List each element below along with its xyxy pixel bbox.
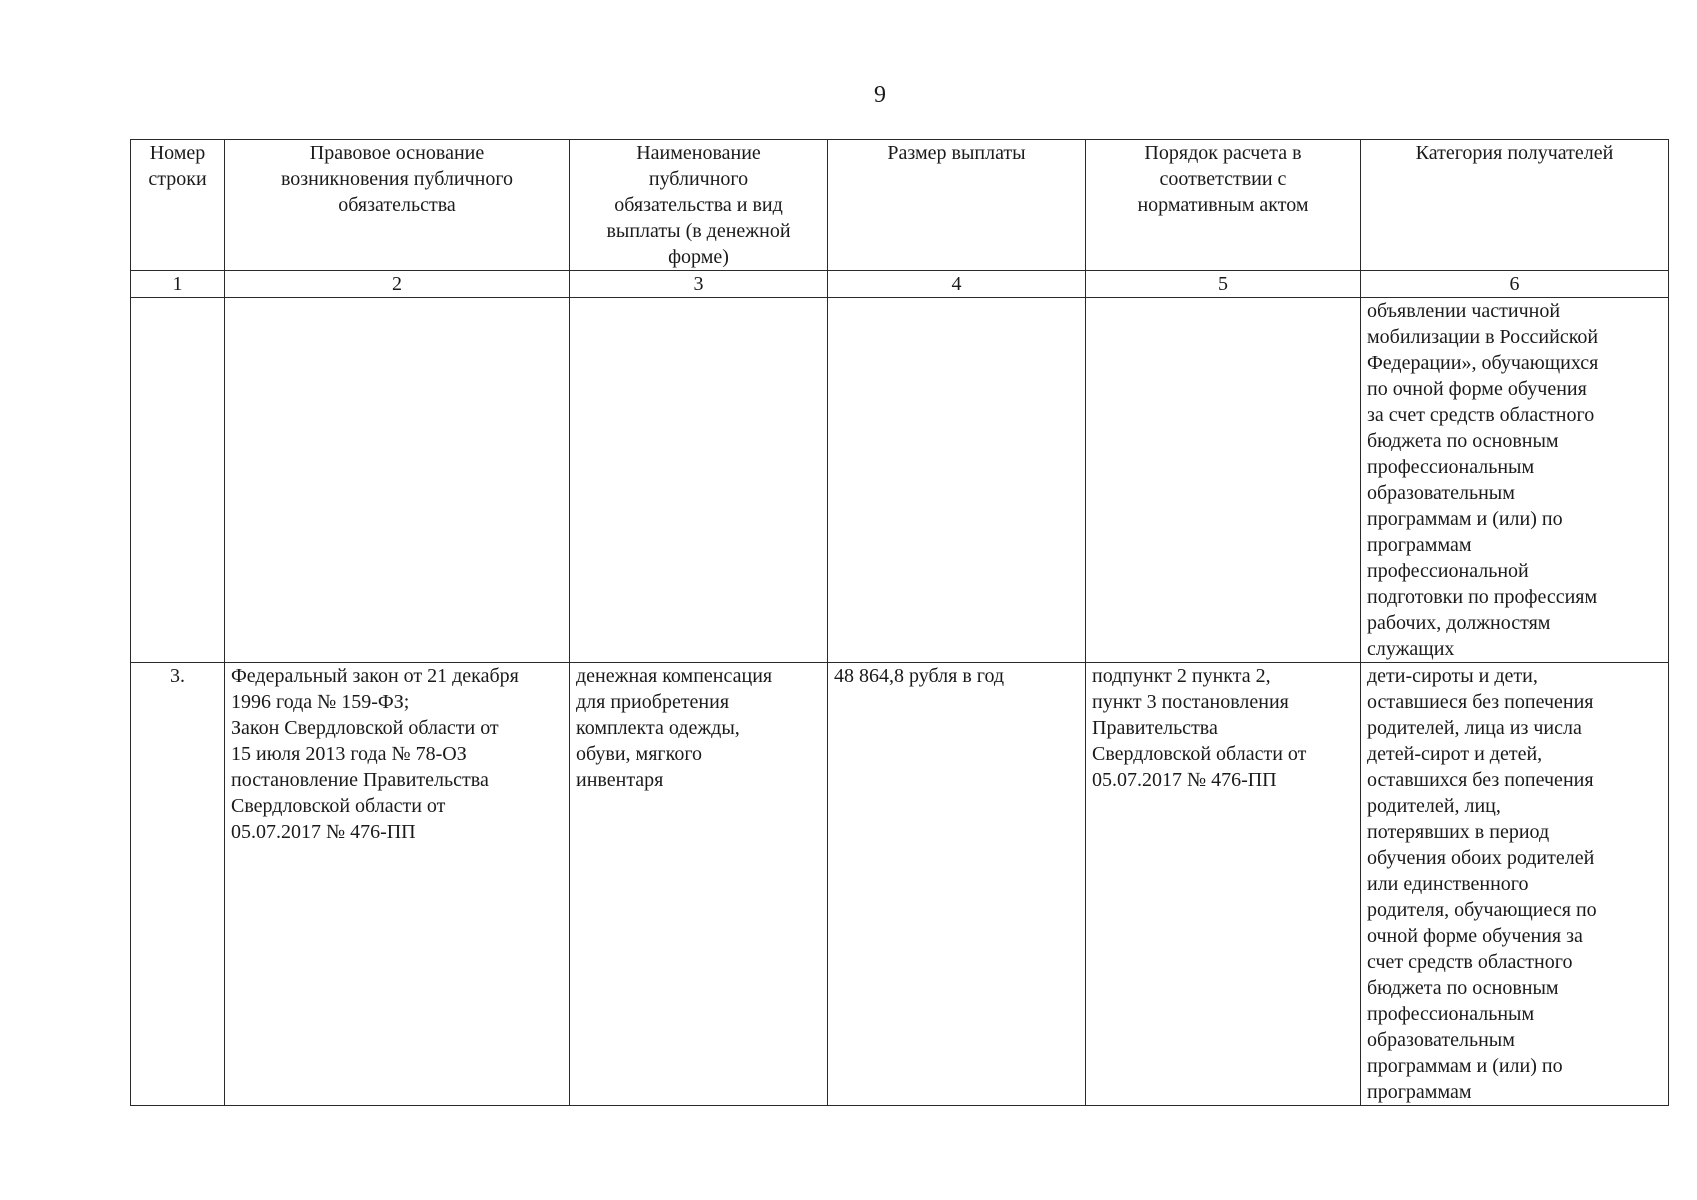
column-number: 5 xyxy=(1086,271,1361,298)
text-line: для приобретения xyxy=(576,691,730,713)
text-line: или единственного xyxy=(1367,873,1529,895)
text-line: инвентаря xyxy=(576,769,664,791)
page-number: 9 xyxy=(874,82,886,108)
continued-recipient-category xyxy=(1361,298,1669,663)
text-line: родителя, обучающиеся по xyxy=(1367,899,1597,921)
empty-cell xyxy=(1086,298,1361,663)
text-line: по очной форме обучения xyxy=(1367,378,1587,400)
column-number: 6 xyxy=(1361,271,1669,298)
text-line: родителей, лиц, xyxy=(1367,795,1501,817)
text-line: обязательства и вид xyxy=(614,194,783,216)
text-line: профессиональным xyxy=(1367,456,1535,478)
empty-cell xyxy=(828,298,1086,663)
text-line: служащих xyxy=(1367,638,1455,660)
header-obligation-name xyxy=(570,140,828,271)
text-line: соответствии с xyxy=(1159,168,1287,190)
empty-cell xyxy=(570,298,828,663)
column-number: 4 xyxy=(828,271,1086,298)
row-number: 3. xyxy=(131,663,225,1106)
recipient-category-cell xyxy=(1361,663,1669,1106)
text-line: бюджета по основным xyxy=(1367,977,1559,999)
header-row-number xyxy=(131,140,225,271)
text-line: образовательным xyxy=(1367,1029,1515,1051)
text-line: 15 июля 2013 года № 78-ОЗ xyxy=(231,743,467,765)
continuation-row xyxy=(131,298,1669,663)
text-line: выплаты (в денежной xyxy=(606,220,791,242)
table-row-3 xyxy=(131,663,1669,1106)
column-number: 1 xyxy=(131,271,225,298)
text-line: мобилизации в Российской xyxy=(1367,326,1599,348)
empty-cell xyxy=(131,298,225,663)
text-line: родителей, лица из числа xyxy=(1367,717,1582,739)
text-line: постановление Правительства xyxy=(231,769,489,791)
text-line: пункт 3 постановления xyxy=(1092,691,1289,713)
text-line: профессиональным xyxy=(1367,1003,1535,1025)
text-line: подпункт 2 пункта 2, xyxy=(1092,665,1271,687)
text-line: Правовое основание xyxy=(309,142,485,164)
text-line: публичного xyxy=(648,168,749,190)
text-line: Закон Свердловской области от xyxy=(231,717,499,739)
text-line: строки xyxy=(148,168,207,190)
text-line: обязательства xyxy=(338,194,456,216)
text-line: возникновения публичного xyxy=(280,168,514,190)
text-line: оставшихся без попечения xyxy=(1367,769,1594,791)
text-line: Федерации», обучающихся xyxy=(1367,352,1599,374)
header-calculation-order xyxy=(1086,140,1361,271)
text-line: дети-сироты и дети, xyxy=(1367,665,1538,687)
text-line: Наименование xyxy=(636,142,761,164)
text-line: бюджета по основным xyxy=(1367,430,1559,452)
text-line: нормативным актом xyxy=(1137,194,1309,216)
text-line: денежная компенсация xyxy=(576,665,773,687)
calculation-order-cell xyxy=(1086,663,1361,1106)
text-line: объявлении частичной xyxy=(1367,300,1561,322)
text-line: Номер xyxy=(149,142,206,164)
text-line: 05.07.2017 № 476-ПП xyxy=(1092,769,1277,791)
column-number: 2 xyxy=(225,271,570,298)
text-line: Свердловской области от xyxy=(231,795,446,817)
text-line: рабочих, должностям xyxy=(1367,612,1551,634)
text-line: программам и (или) по xyxy=(1367,508,1563,530)
text-line: программам xyxy=(1367,534,1472,556)
text-line: обуви, мягкого xyxy=(576,743,703,765)
empty-cell xyxy=(225,298,570,663)
text-line: образовательным xyxy=(1367,482,1515,504)
header-legal-basis xyxy=(225,140,570,271)
column-number: 3 xyxy=(570,271,828,298)
text-line: программам xyxy=(1367,1081,1472,1103)
text-line: комплекта одежды, xyxy=(576,717,740,739)
column-number-row xyxy=(131,271,1669,298)
text-line: Размер выплаты xyxy=(887,142,1026,164)
header-payment-amount xyxy=(828,140,1086,271)
text-line: 1996 года № 159-ФЗ; xyxy=(231,691,410,713)
text-line: Порядок расчета в xyxy=(1144,142,1302,164)
text-line: очной форме обучения за xyxy=(1367,925,1583,947)
payment-amount-cell: 48 864,8 рубля в год xyxy=(828,663,1086,1106)
header-row xyxy=(131,140,1669,271)
text-line: оставшиеся без попечения xyxy=(1367,691,1594,713)
text-line: за счет средств областного xyxy=(1367,404,1595,426)
public-obligations-table xyxy=(130,139,1669,1106)
text-line: Категория получателей xyxy=(1415,142,1614,164)
text-line: программам и (или) по xyxy=(1367,1055,1563,1077)
text-line: потерявших в период xyxy=(1367,821,1550,843)
text-line: Федеральный закон от 21 декабря xyxy=(231,665,519,687)
text-line: профессиональной xyxy=(1367,560,1529,582)
text-line: счет средств областного xyxy=(1367,951,1573,973)
legal-basis-cell xyxy=(225,663,570,1106)
text-line: детей-сирот и детей, xyxy=(1367,743,1543,765)
text-line: Правительства xyxy=(1092,717,1218,739)
text-line: 05.07.2017 № 476-ПП xyxy=(231,821,416,843)
header-recipient-category xyxy=(1361,140,1669,271)
text-line: подготовки по профессиям xyxy=(1367,586,1598,608)
text-line: Свердловской области от xyxy=(1092,743,1307,765)
text-line: обучения обоих родителей xyxy=(1367,847,1595,869)
text-line: форме) xyxy=(668,246,729,268)
obligation-name-cell xyxy=(570,663,828,1106)
